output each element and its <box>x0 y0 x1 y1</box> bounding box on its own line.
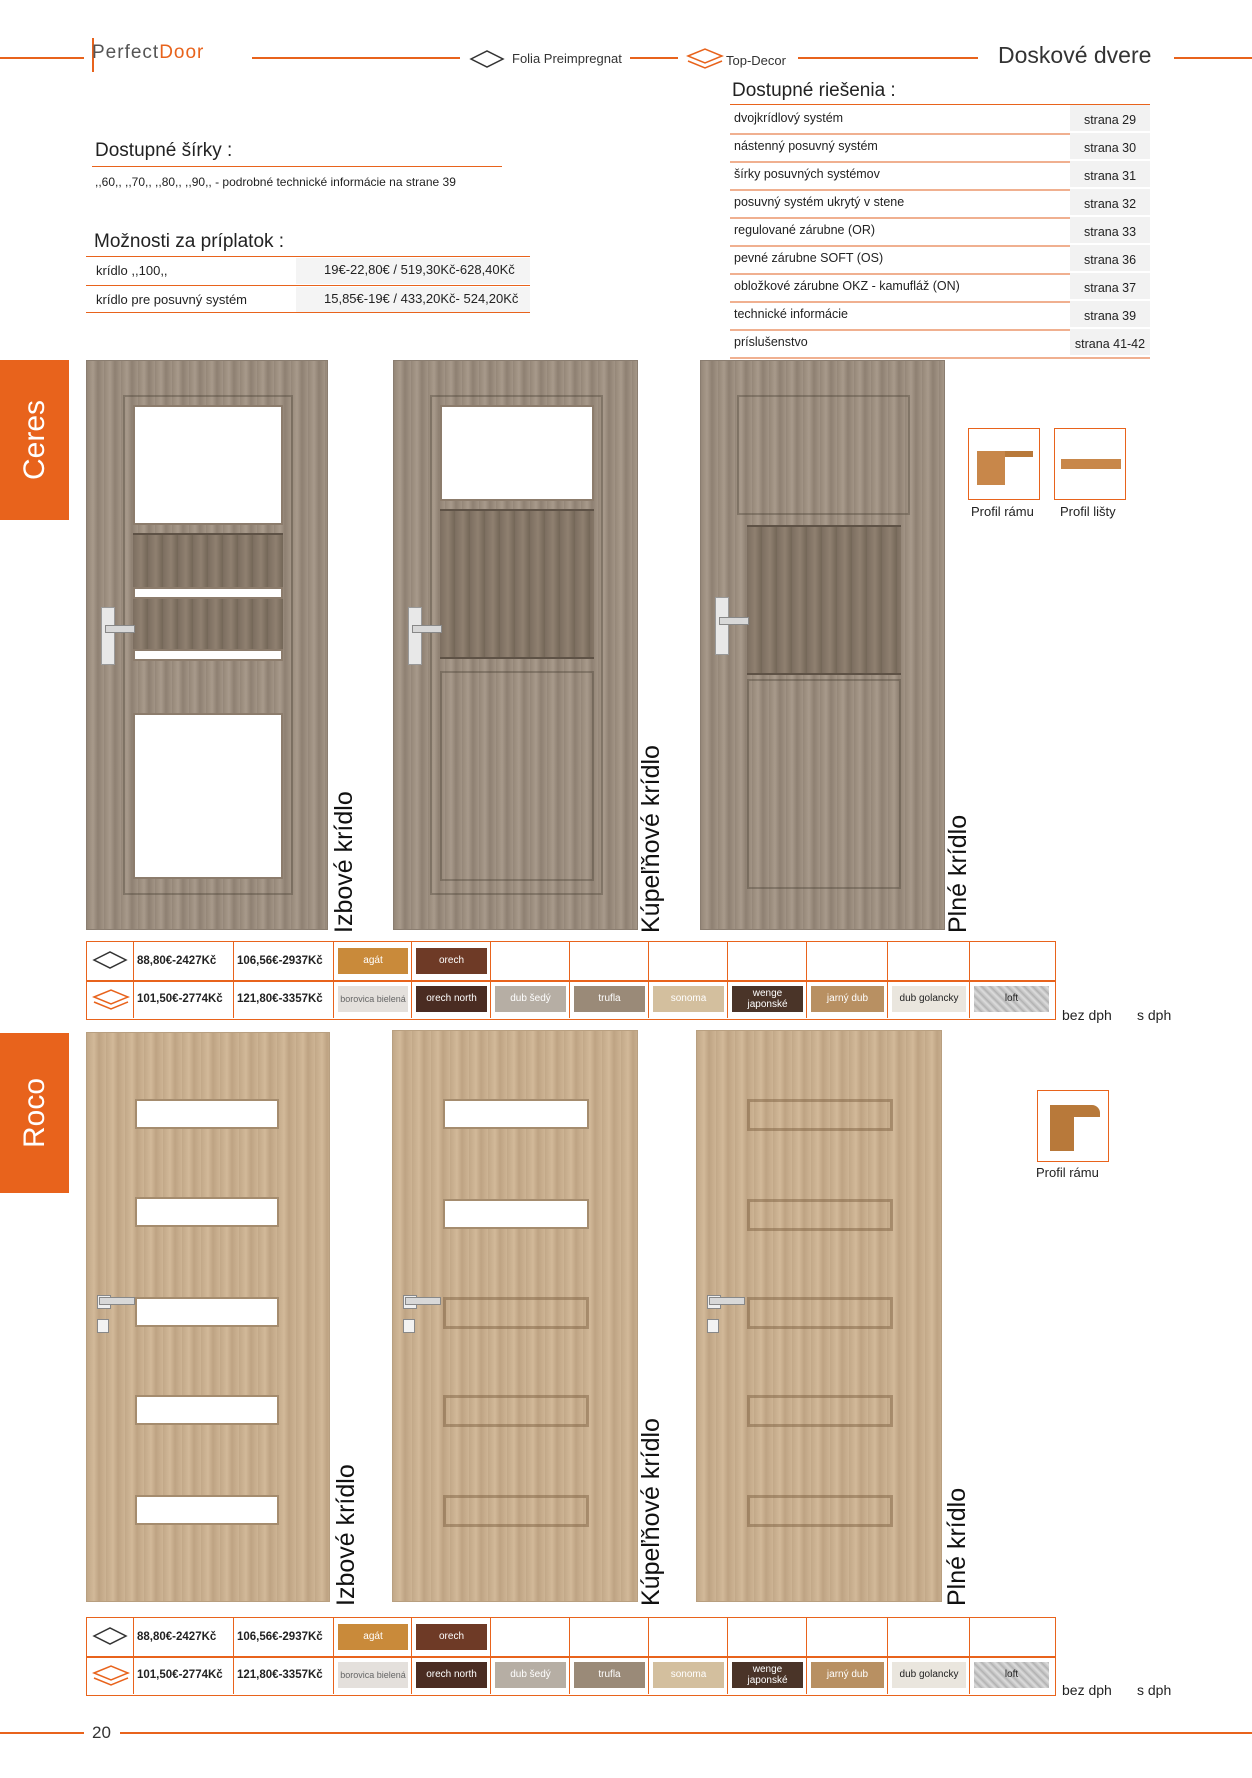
swatch-dub-golancky[interactable]: dub golancky <box>892 1662 966 1688</box>
solution-row[interactable]: šírky posuvných systémov strana 31 <box>730 161 1150 191</box>
frame-profile-image <box>968 428 1040 500</box>
swatch-wenge[interactable]: wenge japonské <box>732 1662 803 1688</box>
door-label-room: Izbové krídlo <box>330 791 358 933</box>
solution-row[interactable]: príslušenstvo strana 41-42 <box>730 329 1150 359</box>
tax-label-with-vat: s dph <box>1137 1682 1172 1698</box>
category-topdecor: Top-Decor <box>726 53 786 68</box>
molding-profile-image <box>1054 428 1126 500</box>
door-ceres-solid <box>700 360 945 930</box>
solution-row[interactable]: obložkové zárubne OKZ - kamufláž (ON) strana 37 <box>730 273 1150 303</box>
swatch-jarny-dub[interactable]: jarný dub <box>811 986 884 1012</box>
price-color-table-ceres <box>86 941 1056 1020</box>
swatch-sonoma[interactable]: sonoma <box>653 1662 724 1688</box>
frame-profile-caption: Profil rámu <box>1036 1165 1099 1180</box>
solution-row[interactable]: pevné zárubne SOFT (OS) strana 36 <box>730 245 1150 275</box>
door-label-solid: Plné krídlo <box>944 814 972 933</box>
swatch-loft[interactable]: loft <box>974 1662 1049 1688</box>
price-folia-dph: 106,56€-2937Kč <box>237 955 323 967</box>
topdecor-layers-icon <box>92 988 130 1012</box>
door-label-bathroom: Kúpeľňové krídlo <box>637 1418 665 1606</box>
swatch-loft[interactable]: loft <box>974 986 1049 1012</box>
door-roco-solid <box>696 1030 942 1602</box>
door-label-solid: Plné krídlo <box>943 1487 971 1606</box>
swatch-trufla[interactable]: trufla <box>574 1662 645 1688</box>
swatch-jarny-dub[interactable]: jarný dub <box>811 1662 884 1688</box>
door-label-bathroom: Kúpeľňové krídlo <box>637 745 665 933</box>
swatch-dub-golancky[interactable]: dub golancky <box>892 986 966 1012</box>
solution-row[interactable]: posuvný systém ukrytý v stene strana 32 <box>730 189 1150 219</box>
molding-profile-caption: Profil lišty <box>1060 504 1116 519</box>
swatch-agat[interactable]: agát <box>338 948 408 974</box>
surcharge-title: Možnosti za príplatok : <box>94 231 285 252</box>
surcharge-price-2: 15,85€-19€ / 433,20Kč- 524,20Kč <box>296 287 530 313</box>
price-folia-dph: 106,56€-2937Kč <box>237 1631 323 1643</box>
price-folia-nodph: 88,80€-2427Kč <box>137 1631 217 1643</box>
price-topdecor-nodph: 101,50€-2774Kč <box>137 1669 223 1681</box>
page-title: Doskové dvere <box>998 42 1152 68</box>
surcharge-price-1: 19€-22,80€ / 519,30Kč-628,40Kč <box>296 258 530 284</box>
frame-profile-image <box>1037 1090 1109 1162</box>
folia-diamond-icon <box>92 950 128 970</box>
surcharge-label-1: krídlo ,,100,, <box>96 263 168 278</box>
widths-text: ,,60,, ,,70,, ,,80,, ,,90,, - podrobné technické informácie na strane 39 <box>95 175 456 189</box>
door-label-room: Izbové krídlo <box>332 1464 360 1606</box>
solution-row[interactable]: nástenný posuvný systém strana 30 <box>730 133 1150 163</box>
folia-diamond-icon <box>469 49 505 69</box>
door-ceres-room <box>86 360 328 930</box>
price-color-table-roco <box>86 1617 1056 1696</box>
section-tab-ceres: Ceres <box>0 360 69 520</box>
swatch-orech[interactable]: orech <box>416 948 487 974</box>
tax-label-without-vat: bez dph <box>1062 1007 1112 1023</box>
door-roco-bathroom <box>392 1030 638 1602</box>
solutions-title: Dostupné riešenia : <box>732 80 896 101</box>
widths-title: Dostupné šírky : <box>95 140 233 161</box>
surcharge-label-2: krídlo pre posuvný systém <box>96 292 248 307</box>
swatch-wenge[interactable]: wenge japonské <box>732 986 803 1012</box>
swatch-dub-sedy[interactable]: dub šedý <box>495 1662 566 1688</box>
frame-profile-caption: Profil rámu <box>971 504 1034 519</box>
tax-label-without-vat: bez dph <box>1062 1682 1112 1698</box>
price-topdecor-dph: 121,80€-3357Kč <box>237 993 323 1005</box>
swatch-orech-north[interactable]: orech north <box>416 1662 487 1688</box>
swatch-borovica[interactable]: borovica bielená <box>338 1662 408 1688</box>
solution-row[interactable]: regulované zárubne (OR) strana 33 <box>730 217 1150 247</box>
door-ceres-bathroom <box>393 360 638 930</box>
section-tab-roco: Roco <box>0 1033 69 1193</box>
price-folia-nodph: 88,80€-2427Kč <box>137 955 217 967</box>
swatch-dub-sedy[interactable]: dub šedý <box>495 986 566 1012</box>
solution-row[interactable]: dvojkrídlový systém strana 29 <box>730 105 1150 135</box>
tax-label-with-vat: s dph <box>1137 1007 1172 1023</box>
swatch-borovica[interactable]: borovica bielená <box>338 986 408 1012</box>
swatch-trufla[interactable]: trufla <box>574 986 645 1012</box>
price-topdecor-dph: 121,80€-3357Kč <box>237 1669 323 1681</box>
swatch-sonoma[interactable]: sonoma <box>653 986 724 1012</box>
topdecor-layers-icon <box>686 47 724 71</box>
topdecor-layers-icon <box>92 1664 130 1688</box>
swatch-orech-north[interactable]: orech north <box>416 986 487 1012</box>
folia-diamond-icon <box>92 1626 128 1646</box>
solution-row[interactable]: technické informácie strana 39 <box>730 301 1150 331</box>
category-folia: Folia Preimpregnat <box>512 51 622 66</box>
brand-logo: PerfectDoor <box>92 42 205 63</box>
door-roco-room <box>86 1032 330 1602</box>
page-number: 20 <box>92 1723 111 1742</box>
price-topdecor-nodph: 101,50€-2774Kč <box>137 993 223 1005</box>
swatch-orech[interactable]: orech <box>416 1624 487 1650</box>
swatch-agat[interactable]: agát <box>338 1624 408 1650</box>
